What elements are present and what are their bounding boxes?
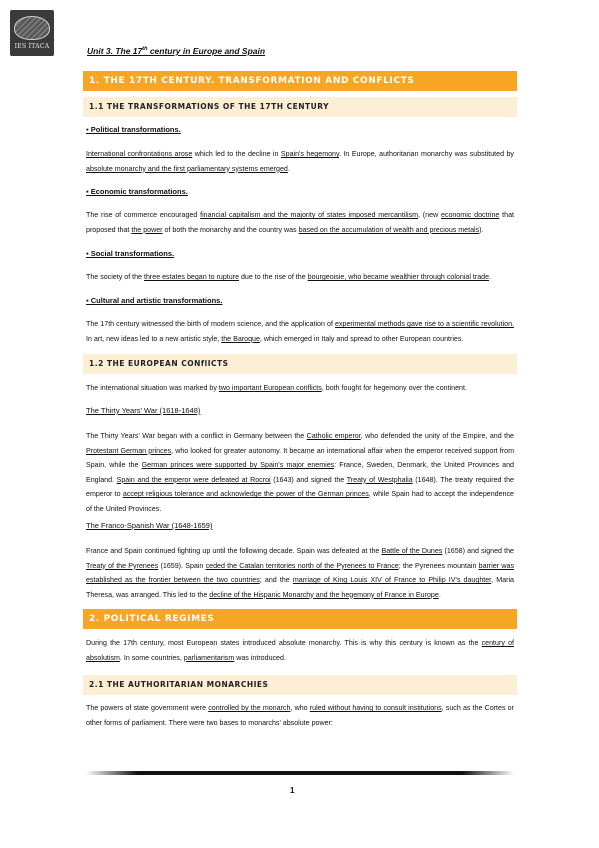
school-logo <box>10 10 54 56</box>
subheading-economic: ▪ Economic transformations. <box>86 187 188 196</box>
footer-divider <box>86 771 514 775</box>
subheading-political: ▪ Political transformations. <box>86 125 181 134</box>
paragraph-political: International confrontations arose which led to the decline in Spain's hegemony. In Europe, authoritarian monarchy was substituted by absolute monarchy and the first parliamentary systems emerged. <box>86 150 514 173</box>
subheading-cultural: ▪ Cultural and artistic transformations. <box>86 296 223 305</box>
paragraph-economic: The rise of commerce encouraged financial capitalism and the majority of states imposed mercantilism, (new economic doctrine that proposed that the power of both the monarchy and the country was based on the accumulation of wealth and precious metals). <box>86 211 514 234</box>
subheading-franco-spanish-war: The Franco-Spanish War (1648-1659) <box>86 521 213 530</box>
brain-icon <box>14 16 50 40</box>
subheading-thirty-years-war: The Thirty Years' War (1618-1648) <box>86 406 201 415</box>
section-heading-2-1: 2.1 THE AUTHORITARIAN MONARCHIES <box>83 675 517 695</box>
section-heading-1: 1. THE 17TH CENTURY. TRANSFORMATION AND CONFLICTS <box>83 71 517 91</box>
paragraph-cultural: The 17th century witnessed the birth of modern science, and the application of experimental methods gave rise to a scientific revolution. In art, new ideas led to a new artistic style, the Baroque, which emerged in Italy and spread to other European countries. <box>86 320 514 343</box>
paragraph-social: The society of the three estates began to rupture due to the rise of the bourgeoisie, who became wealthier through colonial trade. <box>86 273 492 281</box>
paragraph-political-regimes: During the 17th century, most European states introduced absolute monarchy. This is why this century is known as the century of absolutism. In some countries, parliamentarism was introduced. <box>86 639 514 662</box>
subheading-social: ▪ Social transformations. <box>86 249 175 258</box>
section-heading-2: 2. POLITICAL REGIMES <box>83 609 517 629</box>
logo-label: IES ÍTACA <box>14 43 50 50</box>
paragraph-authoritarian-monarchies: The powers of state government were controlled by the monarch, who ruled without having to consult institutions, such as the Cortes or other forms of parliament. There were two bases to monarchs' absolute power: <box>86 704 514 727</box>
page-header-title: Unit 3. The 17th century in Europe and Spain <box>87 46 266 56</box>
paragraph-thirty-years-war: The Thirty Years' War began with a conflict in Germany between the Catholic emperor, who defended the unity of the Empire, and the Protestant German princes, who looked for greater autonomy. It became an international affair when the emperor received support from Spain, while the German princes were supported by Spain's major enemies: France, Sweden, Denmark, the United Provinces and England. Spain and the emperor were defeated at Rocroi (1643) and signed the Treaty of Westphalia (1648). The treaty required the emperor to accept religious tolerance and acknowledge the power of the German princes, while Spain had to accept the independence of the United Provinces. <box>86 432 514 513</box>
page-number: 1 <box>290 786 295 795</box>
section-heading-1-1: 1.1 THE TRANSFORMATIONS OF THE 17TH CENTURY <box>83 97 517 117</box>
paragraph-franco-spanish-war: France and Spain continued fighting up until the following decade. Spain was defeated at the Battle of the Dunes (1658) and signed the Treaty of the Pyrenees (1659). Spain ceded the Catalan territories north of the Pyrenees to France; the Pyrenees mountain barrier was established as the frontier between the two countries; and the marriage of King Louis XIV of France to Philip IV's daughter, Maria Theresa, was arranged. This led to the decline of the Hispanic Monarchy and the hegemony of France in Europe. <box>86 547 514 599</box>
section-heading-1-2: 1.2 THE EUROPEAN CONflICTS <box>83 354 517 374</box>
paragraph-conflicts: The international situation was marked by two important European conflicts, both fought for hegemony over the continent. <box>86 384 467 392</box>
